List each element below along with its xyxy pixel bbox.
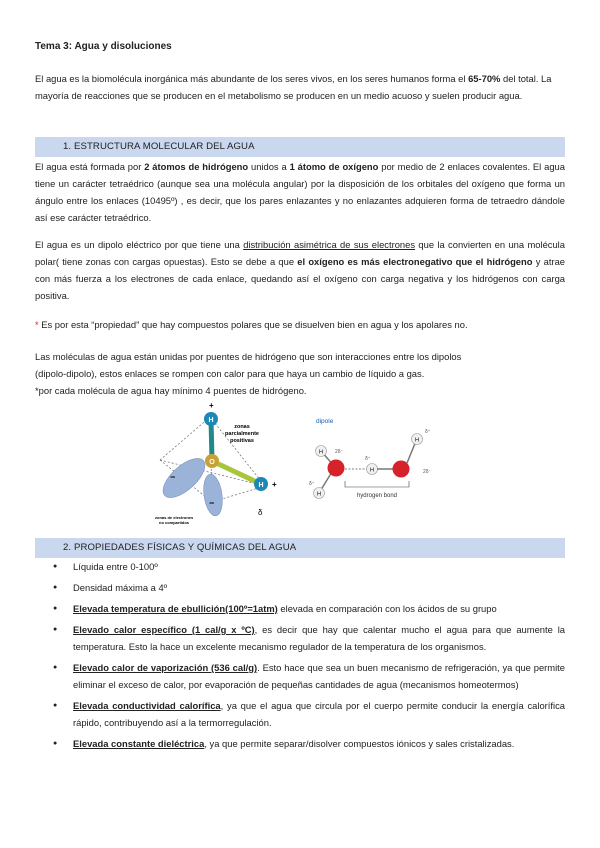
oxygen-label: O [209,459,215,466]
section-2-heading: 2. PROPIEDADES FÍSICAS Y QUÍMICAS DEL AGUA [35,538,565,558]
svg-text:H: H [370,467,374,474]
list-item: ● Elevado calor específico (1 cal/g x ºC), es decir que hay que calentar mucho el agua para que aumente la temperatura. Esto la hace un excelente mecanismo regulador de la temperatura de los organismos. [35,621,565,655]
svg-text:δ⁺: δ⁺ [425,429,431,435]
svg-text:δ⁺: δ⁺ [365,456,371,462]
hydrogen-bond-paragraph: Las moléculas de agua están unidas por puentes de hidrógeno que son interacciones entre los dipolos (dipolo-dipolo), estos enlaces se rompen con calor para que haya un cambio de líquido a gas. *por cada molécula de agua hay mínimo 4 puentes de hidrógeno. [35,351,462,396]
svg-text:2δ⁻: 2δ⁻ [423,469,432,475]
svg-text:2δ⁻: 2δ⁻ [335,449,344,455]
zone-label-3: positivas [230,438,254,444]
svg-text:H: H [415,437,419,444]
polar-note: * Es por esta “propiedad” que hay compuestos polares que se disuelven bien en agua y los apolares no. [35,319,468,330]
hydrogen-bond-label: hydrogen bond [356,493,398,499]
zone-label-2: parcialmente [225,431,259,437]
dipole-paragraph: El agua es un dipolo eléctrico por que tiene una distribución asimétrica de sus electrones que la convierten en una molécula polar( tiene zonas con cargas opuestas). Esto se debe a que el oxígeno es más electronegativo que el hidrógeno y atrae con más fuerza a los electrones de cada enlace, quedando así el oxígeno con carga negativa y los hidrógenos con carga positiva. [35,239,565,301]
plus-top: + [209,401,214,410]
svg-text:H: H [317,491,321,498]
zone-label-1: zonas [234,424,250,430]
section-1-heading: 1. ESTRUCTURA MOLECULAR DEL AGUA [35,137,565,157]
hydrogen-bond-figure [305,415,445,515]
minus-bottom: − [209,498,215,508]
properties-list [35,558,565,756]
plus-right: + [272,480,277,489]
delta-symbol: δ [258,508,263,517]
right-hydrogen-label: H [258,482,264,489]
svg-text:δ⁺: δ⁺ [309,481,315,487]
list-item: ● Líquida entre 0-100º [35,558,565,575]
percentage-highlight: 65-70% [468,73,501,84]
minus-left: − [170,472,176,482]
list-item: ● Elevada temperatura de ebullición(100º=1atm) elevada en comparación con los ácidos de su grupo [35,600,565,617]
structure-paragraph: El agua está formada por 2 átomos de hidrógeno unidos a 1 átomo de oxígeno por medio de 2 enlaces covalentes. El agua tiene un carácter tetraédrico (aunque sea una molécula angular) por la disposición de los orbitales del oxígeno que forma un ángulo entre los enlaces (10495º) , es decir, que los pares enlazantes y no enlazantes adquieren forma de tetraedro dándole así ese carácter tetraédrico. [35,161,565,223]
lone-pair-label-2: no compartidos [159,520,190,525]
dipole-label: dipole [316,418,334,425]
list-item: ● Elevada constante dieléctrica, ya que permite separar/disolver compuestos iónicos y sales cristalizadas. [35,735,565,752]
list-item: ● Densidad máxima a 4º [35,579,565,596]
intro-paragraph: El agua es la biomolécula inorgánica más abundante de los seres vivos, en los seres humanos forma el 65-70% del total. La mayoría de reacciones que se producen en el metabolismo se producen en un medio acuoso y suelen producir agua. [35,73,552,101]
top-hydrogen-label: H [208,417,214,424]
list-item: ● Elevado calor de vaporización (536 cal/g). Esto hace que sea un buen mecanismo de refrigeración, ya que permite eliminar el exceso de calor, por evaporación de pequeñas cantidades de agua (mecanismos homeotermos) [35,659,565,693]
tetrahedral-molecule-figure [150,400,295,530]
lone-pair-label-1: zonas de electrones [155,515,194,520]
svg-text:H: H [319,449,323,456]
list-item: ● Elevada conductividad calorífica, ya que el agua que circula por el cuerpo permite conducir la energía calorífica rápido, contribuyendo así a la termorregulación. [35,697,565,731]
document-title: Tema 3: Agua y disoluciones [35,41,172,52]
